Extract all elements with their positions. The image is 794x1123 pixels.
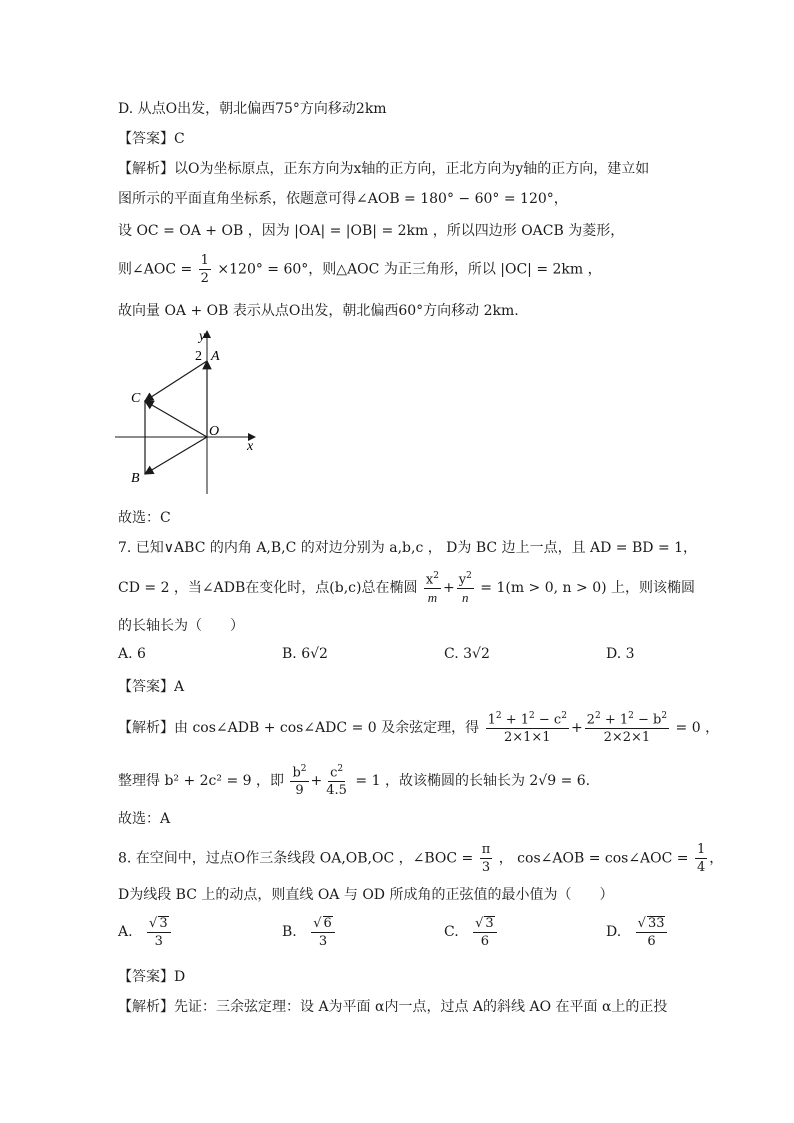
opt8c-label: C. [444,924,459,940]
q8a-pre: 8. 在空间中，过点O作三条线段 OA,OB,OC ，∠BOC = [118,850,474,867]
ex7a-post: = 0 ， [675,720,720,737]
frac-sqrt3-6: $\frac{√ 3}{6}$ [473,916,497,948]
fraction-c2-45: $\frac{c^2}{4.5}$ [326,764,347,799]
question-8-line2: D为线段 BC 上的动点，则直线 OA 与 OD 所成角的正弦值的最小值为（ ） [118,887,614,903]
fraction-cos-adc: $\frac{2^2 + 1^2 - b^2}{2\times 2\times 1}$ [586,711,668,746]
segment-ac [145,361,207,401]
option-8c[interactable] [444,916,499,948]
opt8d-label: D. [606,924,622,940]
option-8d[interactable] [606,916,669,948]
question-7-line2: CD = 2 ，当∠ADB在变化时，点(b,c)总在椭圆 $\frac{x^2}{m}$ + $\frac{y^2}{n}$ = 1(m > 0, n > 0) 上，则该椭圆 [118,571,696,606]
q7b-post: = 1(m > 0, n > 0) 上，则该椭圆 [480,580,696,597]
answer-6: 【答案】C [118,131,185,147]
answer-8: 【答案】D [118,969,186,985]
q7b-pre: CD = 2 ，当∠ADB在变化时，点(b,c)总在椭圆 [118,580,418,597]
vector-ob [145,437,207,474]
label-2: 2 [195,349,202,364]
fraction-half: $\frac{1}{2}$ [200,253,209,286]
ex7b-pre: 整理得 b² + 2c² = 9 ，即 [118,773,285,790]
coordinate-figure [115,326,265,496]
ex6d-post: ×120° = 60°，则△AOC 为正三角形，所以 |OC| = 2km ， [217,261,602,278]
option-7b[interactable]: B. 6√2 [282,646,328,662]
label-y: y [199,329,206,344]
explanation-7-line2: 整理得 b² + 2c² = 9 ，即 $\frac{b^2}{9}$ + $\frac{c^2}{4.5}$ = 1 ，故该椭圆的长轴长为 2√9 = 6. [118,764,591,799]
option-7c[interactable]: C. 3√2 [444,646,490,662]
ex7b-post: = 1 ，故该椭圆的长轴长为 2√9 = 6. [355,773,591,790]
option-8a[interactable] [118,916,173,948]
label-c: C [131,391,141,406]
label-b: B [131,471,140,486]
explanation-6-line1: 【解析】以O为坐标原点，正东方向为x轴的正方向，正北方向为y轴的正方向，建立如 [118,161,650,177]
question-7-line3: 的长轴长为（ ） [118,618,244,634]
question-7-line1: 7. 已知∨ABC 的内角 A,B,C 的对边分别为 a,b,c ， D为 BC 边上一点，且 AD = BD = 1， [118,540,698,556]
fraction-cos-adb: $\frac{1^2 + 1^2 - c^2}{2\times 1\times 1}$ [487,711,567,746]
fraction-b2-9: $\frac{b^2}{9}$ [292,764,307,799]
explanation-6-line2: 图所示的平面直角坐标系，依题意可得∠AOB = 180° − 60° = 120°， [118,191,568,207]
opt8a-label: A. [118,924,133,940]
ex6d-pre: 则∠AOC = [118,261,193,278]
q8a-mid: ， cos∠AOB = cos∠AOC = [498,850,689,867]
opt8b-label: B. [282,924,297,940]
fraction-y2-n: $\frac{y^2}{n}$ [458,571,472,606]
explanation-8-line1: 【解析】先证：三余弦定理：设 A为平面 α内一点，过点 A的斜线 AO 在平面 α上的正投 [118,999,668,1015]
explanation-6-line4 [118,254,602,285]
explanation-6-line5: 故向量 OA + OB 表示从点O出发，朝北偏西60°方向移动 2km. [118,303,519,319]
option-d-text: D. 从点O出发，朝北偏西75°方向移动2km [118,101,387,117]
frac-sqrt33-6: $\frac{√ 33}{6}$ [636,916,668,948]
select-6: 故选：C [118,510,171,526]
option-7d[interactable]: D. 3 [606,646,635,662]
option-7a[interactable]: A. 6 [118,646,146,662]
label-x: x [247,439,254,454]
fraction-x2-m: $\frac{x^2}{m}$ [425,571,439,606]
option-8b[interactable] [282,916,337,948]
explanation-7-line1: 【解析】由 cos∠ADB + cos∠ADC = 0 及余弦定理，得 $\frac{1^2 + 1^2 - c^2}{2\times 1\times 1}$ + $\frac{2^2 + 1^2 - b^2}{2\times 2\times 1}$ = 0 ， [118,711,720,746]
vector-oc [145,401,207,437]
answer-7: 【答案】A [118,679,185,695]
label-a: A [211,349,220,364]
frac-sqrt6-3: $\frac{√ 6}{3}$ [311,916,335,948]
fraction-pi-3: $\frac{\pi}{3}$ [481,842,491,875]
label-o: O [209,424,220,439]
question-8-line1: 8. 在空间中，过点O作三条线段 OA,OB,OC ，∠BOC = $\frac{\pi}{3}$ ， cos∠AOB = cos∠AOC = $\frac{1}{4}$ ， [118,842,724,875]
ex7a-pre: 【解析】由 cos∠ADB + cos∠ADC = 0 及余弦定理，得 [118,720,480,737]
fraction-1-4: $\frac{1}{4}$ [697,842,706,875]
select-7: 故选：A [118,811,171,827]
explanation-6-line3: 设 OC = OA + OB ，因为 |OA| = |OB| = 2km ，所以四边形 OACB 为菱形， [118,223,625,239]
frac-sqrt3-3: $\frac{√ 3}{3}$ [147,916,171,948]
